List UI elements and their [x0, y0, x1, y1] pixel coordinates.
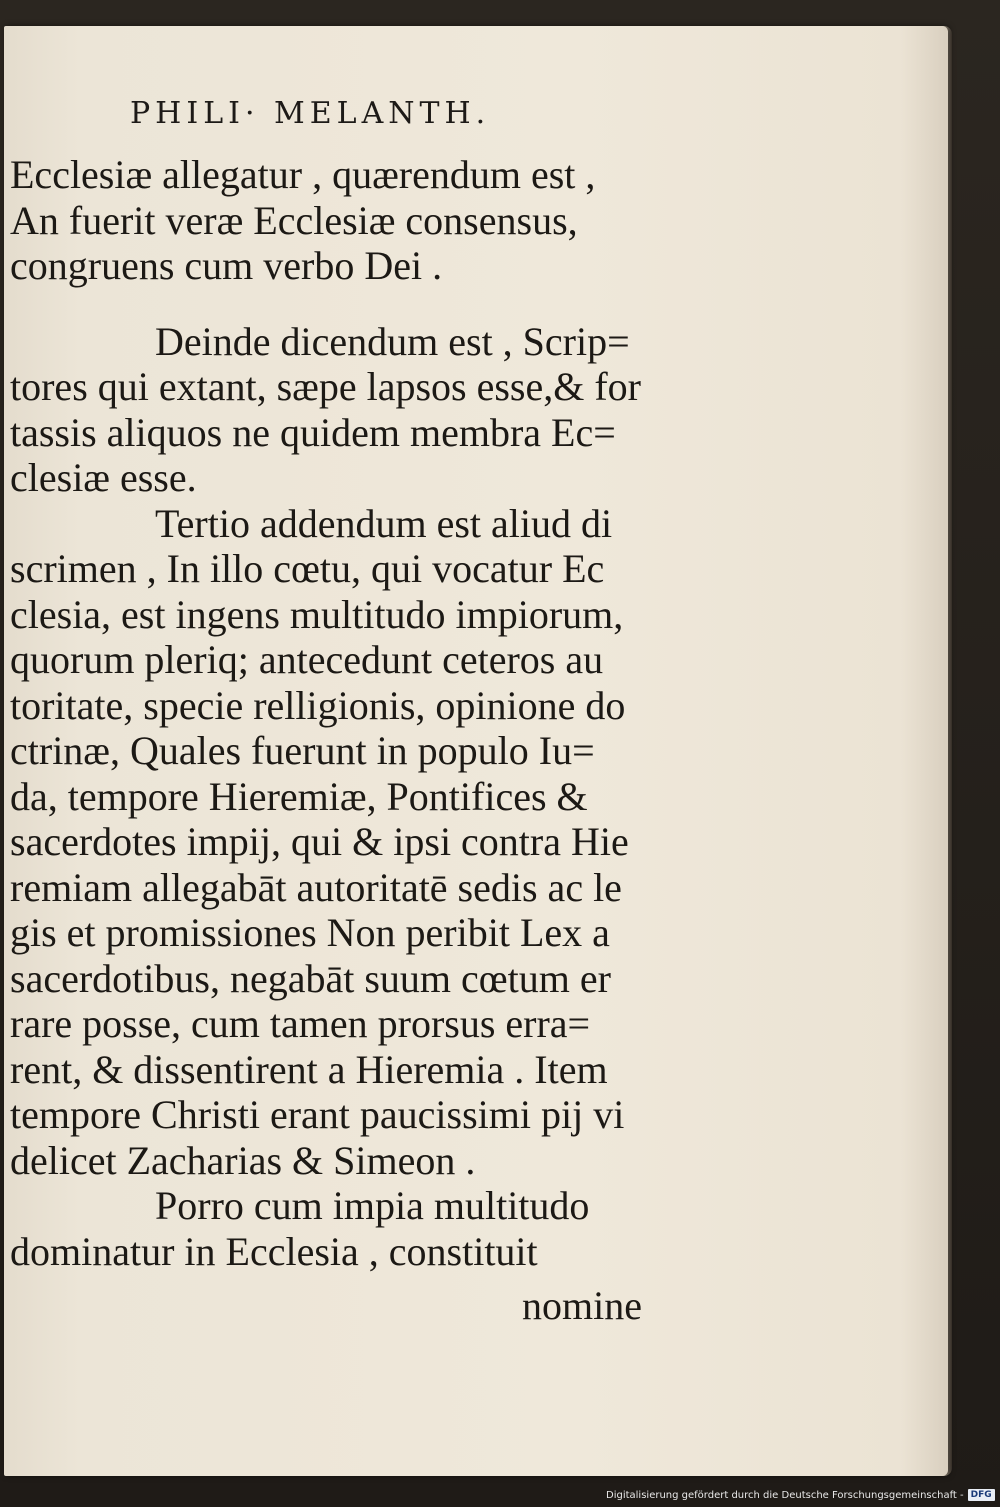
text-line: clesia, est ingens multitudo impiorum, [10, 591, 624, 637]
digitization-credit [606, 1489, 995, 1501]
text-line: scrimen , In illo cœtu, qui vocatur Ec [10, 546, 605, 591]
paragraph-gap [10, 289, 670, 319]
text-line: Deinde dicendum est , Scrip= [155, 318, 630, 364]
text-line: tempore Christi erant paucissimi pij vi [10, 1092, 625, 1137]
text-line: tores qui extant, sæpe lapsos esse,& for [10, 364, 641, 409]
text-line: gis et promissiones Non peribit Lex a [10, 910, 610, 955]
text-line: clesiæ esse. [10, 455, 197, 500]
credit-text: Digitalisierung gefördert durch die Deutsche Forschungsgemeinschaft - [606, 1489, 964, 1501]
text-line: sacerdotes impij, qui & ipsi contra Hie [10, 819, 629, 864]
running-head: PHILI· MELANTH. [130, 96, 491, 131]
text-line: remiam allegabāt autoritatē sedis ac le [10, 864, 622, 910]
text-line: congruens cum verbo Dei . [10, 243, 443, 288]
text-line: rare posse, cum tamen prorsus erra= [10, 1001, 591, 1046]
dfg-logo: DFG [968, 1489, 995, 1501]
text-line: sacerdotibus, negabāt suum cœtum er [10, 955, 611, 1001]
text-line: Tertio addendum est aliud di [155, 500, 613, 546]
catchword: nomine [522, 1283, 642, 1328]
text-line: da, tempore Hieremiæ, Pontifices & [10, 773, 588, 819]
text-line: Ecclesiæ allegatur , quærendum est , [10, 152, 596, 197]
text-line: ctrinæ, Quales fuerunt in populo Iu= [10, 728, 595, 773]
text-line: An fuerit veræ Ecclesiæ consensus, [10, 197, 578, 243]
text-line: quorum pleriq; antecedunt ceteros au [10, 637, 604, 682]
text-line: toritate, specie relligionis, opinione do [10, 682, 626, 728]
text-line: tassis aliquos ne quidem membra Ec= [10, 409, 616, 455]
body-text [10, 152, 670, 1274]
text-line: rent, & dissentirent a Hieremia . Item [10, 1046, 608, 1092]
text-line: dominatur in Ecclesia , constituit [10, 1228, 538, 1274]
text-line: Porro cum impia multitudo [155, 1183, 590, 1228]
text-line: delicet Zacharias & Simeon . [10, 1137, 476, 1183]
